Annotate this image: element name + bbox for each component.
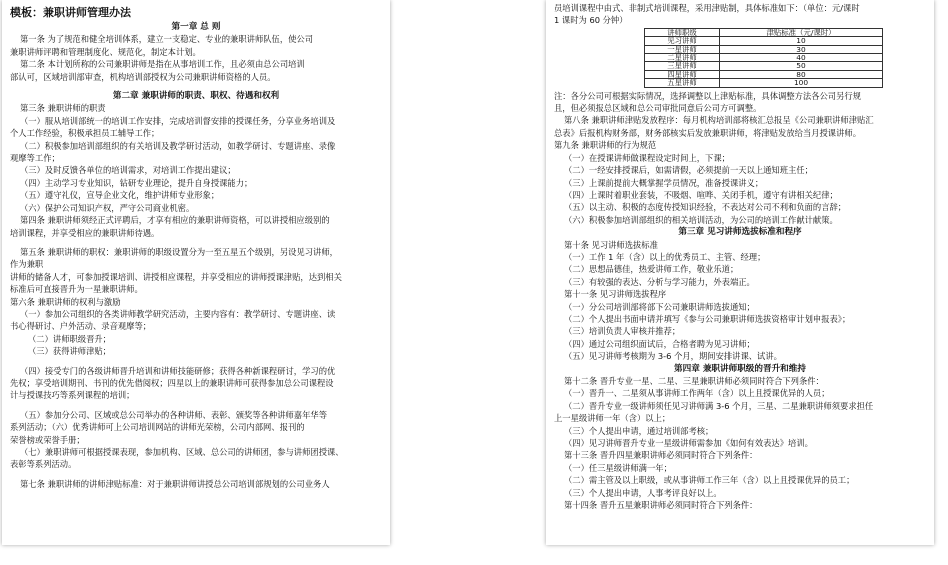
text-line: （一）参加公司组织的各类讲师教学研究活动，主要内容有：教学研讨、专题讲座、读 [20,308,336,319]
rate-level-cell: 二星讲师 [645,54,720,62]
text-line: 第九条 兼职讲师的行为规范 [554,140,657,151]
text-line: 第六条 兼职讲师的权利与激励 [10,296,121,307]
text-line: 培训课程，并享受相应的兼职讲师待遇。 [10,227,160,238]
text-line: 员培训课程中由式、非制式培训课程，采用津贴制，具体标准如下：（单位：元/课时 [554,3,860,13]
text-line: （一）晋升一、二星须从事讲师工作两年（含）以上且授课优异的人员； [564,388,830,399]
text-line: 兼职讲师评聘和管理制度化、规范化，制定本计划。 [10,46,201,57]
text-line: 第八条 兼职讲师津贴发放程序：每月机构培训部将核汇总报呈《公司兼职讲师津贴汇 [564,115,874,126]
rate-value-cell: 50 [720,62,883,70]
rate-level-cell: 三星讲师 [645,62,720,70]
text-line: （一）在授课讲师做课程设定时间上，下课； [564,152,730,163]
text-line: （二）思想品德佳，热爱讲师工作，敬业乐道； [564,264,739,275]
rate-table-header-level: 讲师职级 [645,28,720,36]
text-line: （三）及时反馈各单位的培训需求，对培训工作提出建议； [20,165,236,176]
document-page-right [546,0,934,545]
text-line: 第十一条 见习讲师选拔程序 [564,289,667,300]
text-line: 注：各分公司可根据实际情况，选择调整以上津贴标准，具体调整方法各公司另行规 [554,90,861,101]
chapter-heading: 第四章 兼职讲师职级的晋升和维持 [674,363,806,374]
text-line: 第五条 兼职讲师的职权：兼职讲师的职级设置分为一至五星五个级别，另设见习讲师， [20,246,338,257]
rate-value-cell: 40 [720,54,883,62]
text-line: （五）见习讲师考核期为 3-6 个月，期间安排讲课、试讲。 [564,351,782,362]
text-line: 作为兼职 [10,259,44,270]
text-line: （四）主动学习专业知识，钻研专业理论，提升自身授课能力； [20,177,253,188]
text-line: （六）积极参加培训部组织的相关培训活动，为公司的培训工作献计献策。 [564,214,838,225]
text-line: 上一星级讲师一年（含）以上； [554,413,671,424]
rate-level-cell: 五星讲师 [645,79,720,87]
rate-table-row [645,37,883,45]
text-line: 个人工作经验，积极承担员工辅导工作； [10,128,160,139]
text-line: 书心得研讨、户外活动、录音观摩等； [10,321,152,332]
text-line: （三）个人提出申请，通过培训部考核； [564,425,714,436]
text-line: 第十条 见习讲师选拔标准 [564,239,658,250]
text-line: （五）以主动、积极的态度传授知识经验，不表达对公司不利和负面的言辞； [564,202,847,213]
text-line: 第四条 兼职讲师须经正式评聘后，才享有相应的兼职讲师资格，可以讲授相应级别的 [20,215,330,226]
rate-table-body [645,37,883,87]
document-title: 模板：兼职讲师管理办法 [10,6,131,19]
text-line: （四）见习讲师晋升专业一星级讲师需参加《如何有效表达》培训。 [564,438,813,449]
text-line: （二）个人提出书面申请并填写《参与公司兼职讲师选拔资格审计划申报表》； [564,313,851,324]
rate-level-cell: 四星讲师 [645,70,720,78]
text-line: 第二条 本计划所称的公司兼职讲师是指在从事培训工作，且必须由总公司培训 [20,59,305,70]
text-line: （二）讲师职级晋升； [28,333,111,344]
text-line: 标准后可直接晋升为一星兼职讲师。 [10,284,143,295]
text-line: （四）接受专门的各级讲师晋升培训和讲师技能研修；获得各种新课程研讨，学习的优 [20,365,336,376]
text-line: （一）分公司培训部将部下公司兼职讲师选拔通知； [564,301,755,312]
text-line: 荣誉榜或荣誉手册； [10,434,85,445]
text-line: （七）兼职讲师可根据授课表现，参加机构、区域、总公司的讲师团，参与讲师团授课、 [20,447,344,457]
rate-value-cell: 10 [720,37,883,45]
paragraph-gap [10,239,382,246]
rate-value-cell: 30 [720,45,883,53]
text-line: 部认可，区域培训部审查，机构培训部授权为公司兼职讲师资格的人员。 [10,71,276,82]
chapter-heading: 第二章 兼职讲师的职责、职权、待遇和权利 [112,91,280,102]
text-line: （二）一经安排授课后，如需请假，必须提前一天以上通知班主任； [564,165,813,176]
text-line: 系列活动；（六）优秀讲师可上公司培训网站的讲师光荣榜，公司内部网、报刊的 [10,422,305,433]
right-page-body [554,90,926,512]
text-line: （四）上课时着职业套装，不吸烟、喧哗、关闭手机，遵守有讲相关纪律； [564,189,838,200]
rate-level-cell: 见习讲师 [645,37,720,45]
text-line: （五）遵守礼仪，宣导企业文化，维护讲师专业形象； [20,190,220,201]
paragraph-gap [10,358,382,365]
rate-value-cell: 100 [720,79,883,87]
paragraph-gap [10,83,382,90]
text-line: （一）任三星级讲师满一年； [564,462,672,473]
rate-value-cell: 80 [720,70,883,78]
document-page-left [2,0,390,545]
text-line: （六）保护公司知识产权，严守公司商业机密。 [20,202,195,213]
text-line: （二）晋升专业一级讲师须任见习讲师满 3-6 个月，三星、二星兼职讲师须要求担任 [564,400,874,411]
paragraph-gap [10,471,382,478]
text-line: 计与授课技巧等系列课程的培训； [10,390,135,401]
text-line: 先权；享受培训期刊、书刊的优先借阅权；四星以上的兼职讲师可获得参加总公司课程设 [10,377,334,388]
text-line: 第十三条 晋升四星兼职讲师必须同时符合下列条件： [564,450,758,461]
text-line: 第七条 兼职讲师的讲师津贴标准：对于兼职讲师讲授总公司培训部规划的公司业务人 [20,478,330,489]
right-page-top-text [554,2,926,27]
text-line: （一）工作 1 年（含）以上的优秀员工、主管、经理； [564,251,766,262]
chapter-heading: 第一章 总 则 [171,22,221,32]
allowance-rate-table [644,28,883,88]
text-line: （四）通过公司组织面试后，合格者聘为见习讲师； [564,338,755,349]
text-line: 第三条 兼职讲师的职责 [20,103,106,114]
text-line: （三）获得讲师津贴； [28,346,111,357]
text-line: （三）有较强的表达、分析与学习能力，外表端正。 [564,276,755,287]
rate-level-cell: 一星讲师 [645,45,720,53]
paragraph-gap [10,402,382,409]
text-line: （一）服从培训部统一的培训工作安排，完成培训督安排的授课任务，分享业务培训及 [20,115,336,126]
text-line: 第十四条 晋升五星兼职讲师必须同时符合下列条件： [564,500,758,511]
chapter-heading: 第三章 见习讲师选拔标准和程序 [678,227,802,238]
text-line: 且，但必须报总区域和总公司审批同意后公司方可调整。 [554,103,762,114]
text-line: （三）培训负责人审核并推荐； [564,326,681,337]
text-line: 第十二条 晋升专业一星、二星、三星兼职讲师必须同时符合下列条件： [564,376,824,386]
rate-table-row [645,79,883,87]
text-line: 表彰等系列活动。 [10,459,77,470]
text-line: 1 课时为 60 分钟） [554,15,628,26]
text-line: （五）参加分公司、区域或总公司举办的各种讲师、表彰、颁奖等各种讲师嘉年华等 [20,409,327,420]
text-line: 观摩等工作； [10,153,60,164]
text-line: （二）积极参加培训部组织的有关培训及教学研讨活动，如教学研讨、专题讲座、录像 [20,140,336,151]
text-line: （三）上课前提前大概掌握学员情况，准备授课讲义； [564,177,764,188]
text-line: 总表》后报机构财务部，财务部核实后发放兼职讲师，将津贴发放给当月授课讲师。 [554,127,861,138]
left-page-body [10,21,382,490]
text-line: （三）个人提出申请，人事考评良好以上。 [564,487,722,498]
rate-table-header-standard: 津贴标准（元/课时） [720,28,883,36]
text-line: 第一条 为了规范和健全培训体系，建立一支稳定、专业的兼职讲师队伍，使公司 [20,34,314,45]
text-line: （二）需主管及以上职级，或从事讲师工作三年（含）以上且授课优异的员工； [564,475,855,486]
text-line: 讲师的储备人才，可参加授课培训、讲授相应课程，并享受相应的讲师授课津贴，达到相关 [10,271,342,282]
